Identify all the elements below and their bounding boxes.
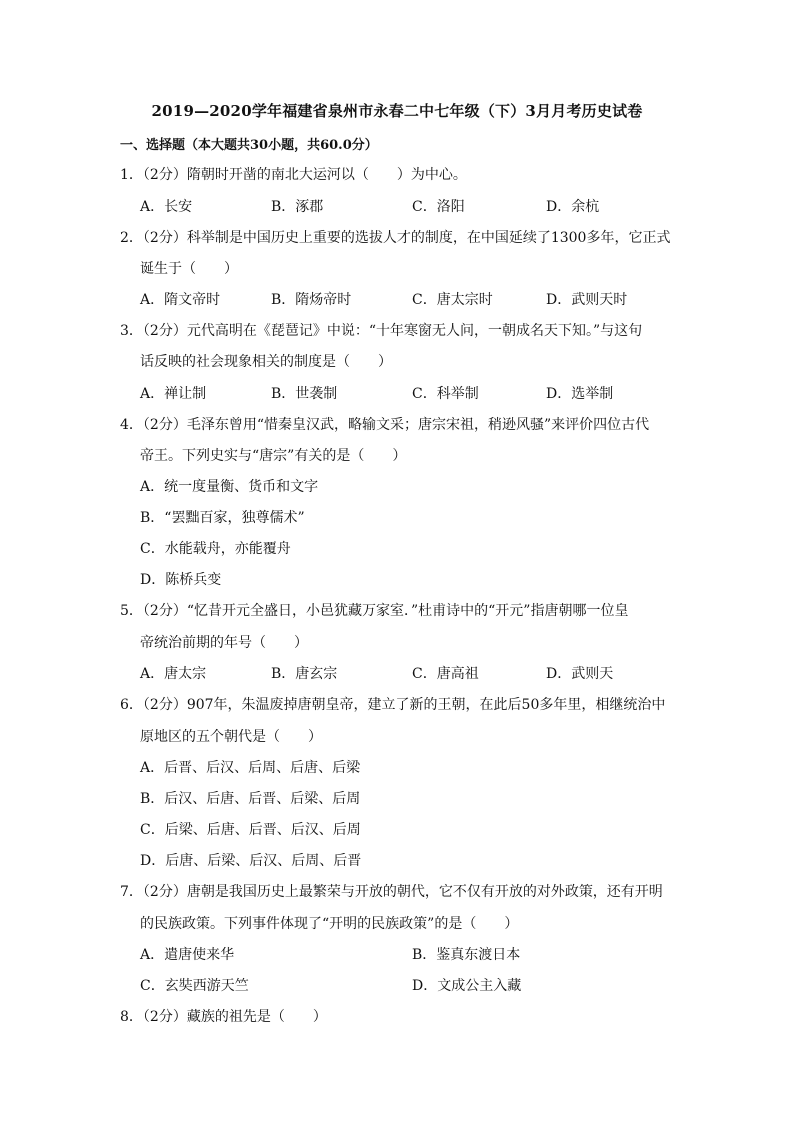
exam-title: 2019—2020学年福建省泉州市永春二中七年级（下）3月月考历史试卷 <box>151 102 643 120</box>
question-3-stem: 3．（2分）元代高明在《琵琶记》中说：“十年寒窗无人问，一朝成名天下知。”与这句 <box>120 323 643 339</box>
question-5-option-c[interactable]: C．唐高祖 <box>412 666 479 682</box>
question-8-stem: 8．（2分）藏族的祖先是（ ） <box>120 1009 327 1025</box>
question-7-option-d[interactable]: D．文成公主入藏 <box>412 978 522 994</box>
section-heading: 一、选择题（本大题共30小题，共60.0分） <box>120 138 378 153</box>
question-5-stem: 5．（2分）“忆昔开元全盛日，小邑犹藏万家室．”杜甫诗中的“开元”指唐朝哪一位皇 <box>120 603 629 619</box>
question-2-option-c[interactable]: C．唐太宗时 <box>412 292 493 308</box>
question-1-option-d[interactable]: D．余杭 <box>546 199 600 215</box>
question-7-stem-cont: 的民族政策。下列事件体现了“开明的民族政策”的是（ ） <box>140 916 519 932</box>
question-6-stem-cont: 原地区的五个朝代是（ ） <box>140 729 322 745</box>
question-6-stem: 6．（2分）907年，朱温废掉唐朝皇帝，建立了新的王朝，在此后50多年里，相继统治中 <box>120 697 666 713</box>
question-4-stem: 4．（2分）毛泽东曾用“惜秦皇汉武，略输文采；唐宗宋祖，稍逊风骚”来评价四位古代 <box>120 417 650 433</box>
question-1-stem: 1．（2分）隋朝时开凿的南北大运河以（ ）为中心。 <box>120 167 467 183</box>
question-4-option-d[interactable]: D．陈桥兵变 <box>140 572 222 588</box>
question-3-stem-cont: 话反映的社会现象相关的制度是（ ） <box>140 354 392 370</box>
question-3-option-b[interactable]: B．世袭制 <box>271 386 338 402</box>
question-1-option-b[interactable]: B．涿郡 <box>271 199 324 215</box>
question-2-option-a[interactable]: A．隋文帝时 <box>140 292 221 308</box>
question-3-option-a[interactable]: A．禅让制 <box>140 386 207 402</box>
question-2-option-b[interactable]: B．隋炀帝时 <box>271 292 352 308</box>
question-1-option-c[interactable]: C．洛阳 <box>412 199 465 215</box>
question-5-option-b[interactable]: B．唐玄宗 <box>271 666 338 682</box>
question-3-option-d[interactable]: D．选举制 <box>546 386 614 402</box>
question-6-option-c[interactable]: C．后梁、后唐、后晋、后汉、后周 <box>140 822 361 838</box>
question-7-option-c[interactable]: C．玄奘西游天竺 <box>140 978 249 994</box>
question-6-option-a[interactable]: A．后晋、后汉、后周、后唐、后梁 <box>140 760 361 776</box>
question-2-option-d[interactable]: D．武则天时 <box>546 292 628 308</box>
question-5-option-a[interactable]: A．唐太宗 <box>140 666 207 682</box>
question-5-option-d[interactable]: D．武则天 <box>546 666 614 682</box>
question-7-stem: 7．（2分）唐朝是我国历史上最繁荣与开放的朝代，它不仅有开放的对外政策，还有开明 <box>120 884 663 900</box>
question-6-option-d[interactable]: D．后唐、后梁、后汉、后周、后晋 <box>140 853 362 869</box>
question-2-stem: 2．（2分）科举制是中国历史上重要的选拔人才的制度，在中国延续了1300多年，它正式 <box>120 230 671 246</box>
question-4-option-c[interactable]: C．水能载舟，亦能覆舟 <box>140 541 291 557</box>
question-4-stem-cont: 帝王。下列史实与“唐宗”有关的是（ ） <box>140 448 407 464</box>
question-2-stem-cont: 诞生于（ ） <box>140 261 238 277</box>
question-7-option-b[interactable]: B．鉴真东渡日本 <box>412 947 521 963</box>
question-7-option-a[interactable]: A．遣唐使来华 <box>140 947 235 963</box>
question-6-option-b[interactable]: B．后汉、后唐、后晋、后梁、后周 <box>140 791 361 807</box>
question-4-option-b[interactable]: B．“罢黜百家，独尊儒术” <box>140 510 305 526</box>
question-3-option-c[interactable]: C．科举制 <box>412 386 479 402</box>
question-4-option-a[interactable]: A．统一度量衡、货币和文字 <box>140 479 319 495</box>
question-1-option-a[interactable]: A．长安 <box>140 199 193 215</box>
question-5-stem-cont: 帝统治前期的年号（ ） <box>140 635 308 651</box>
